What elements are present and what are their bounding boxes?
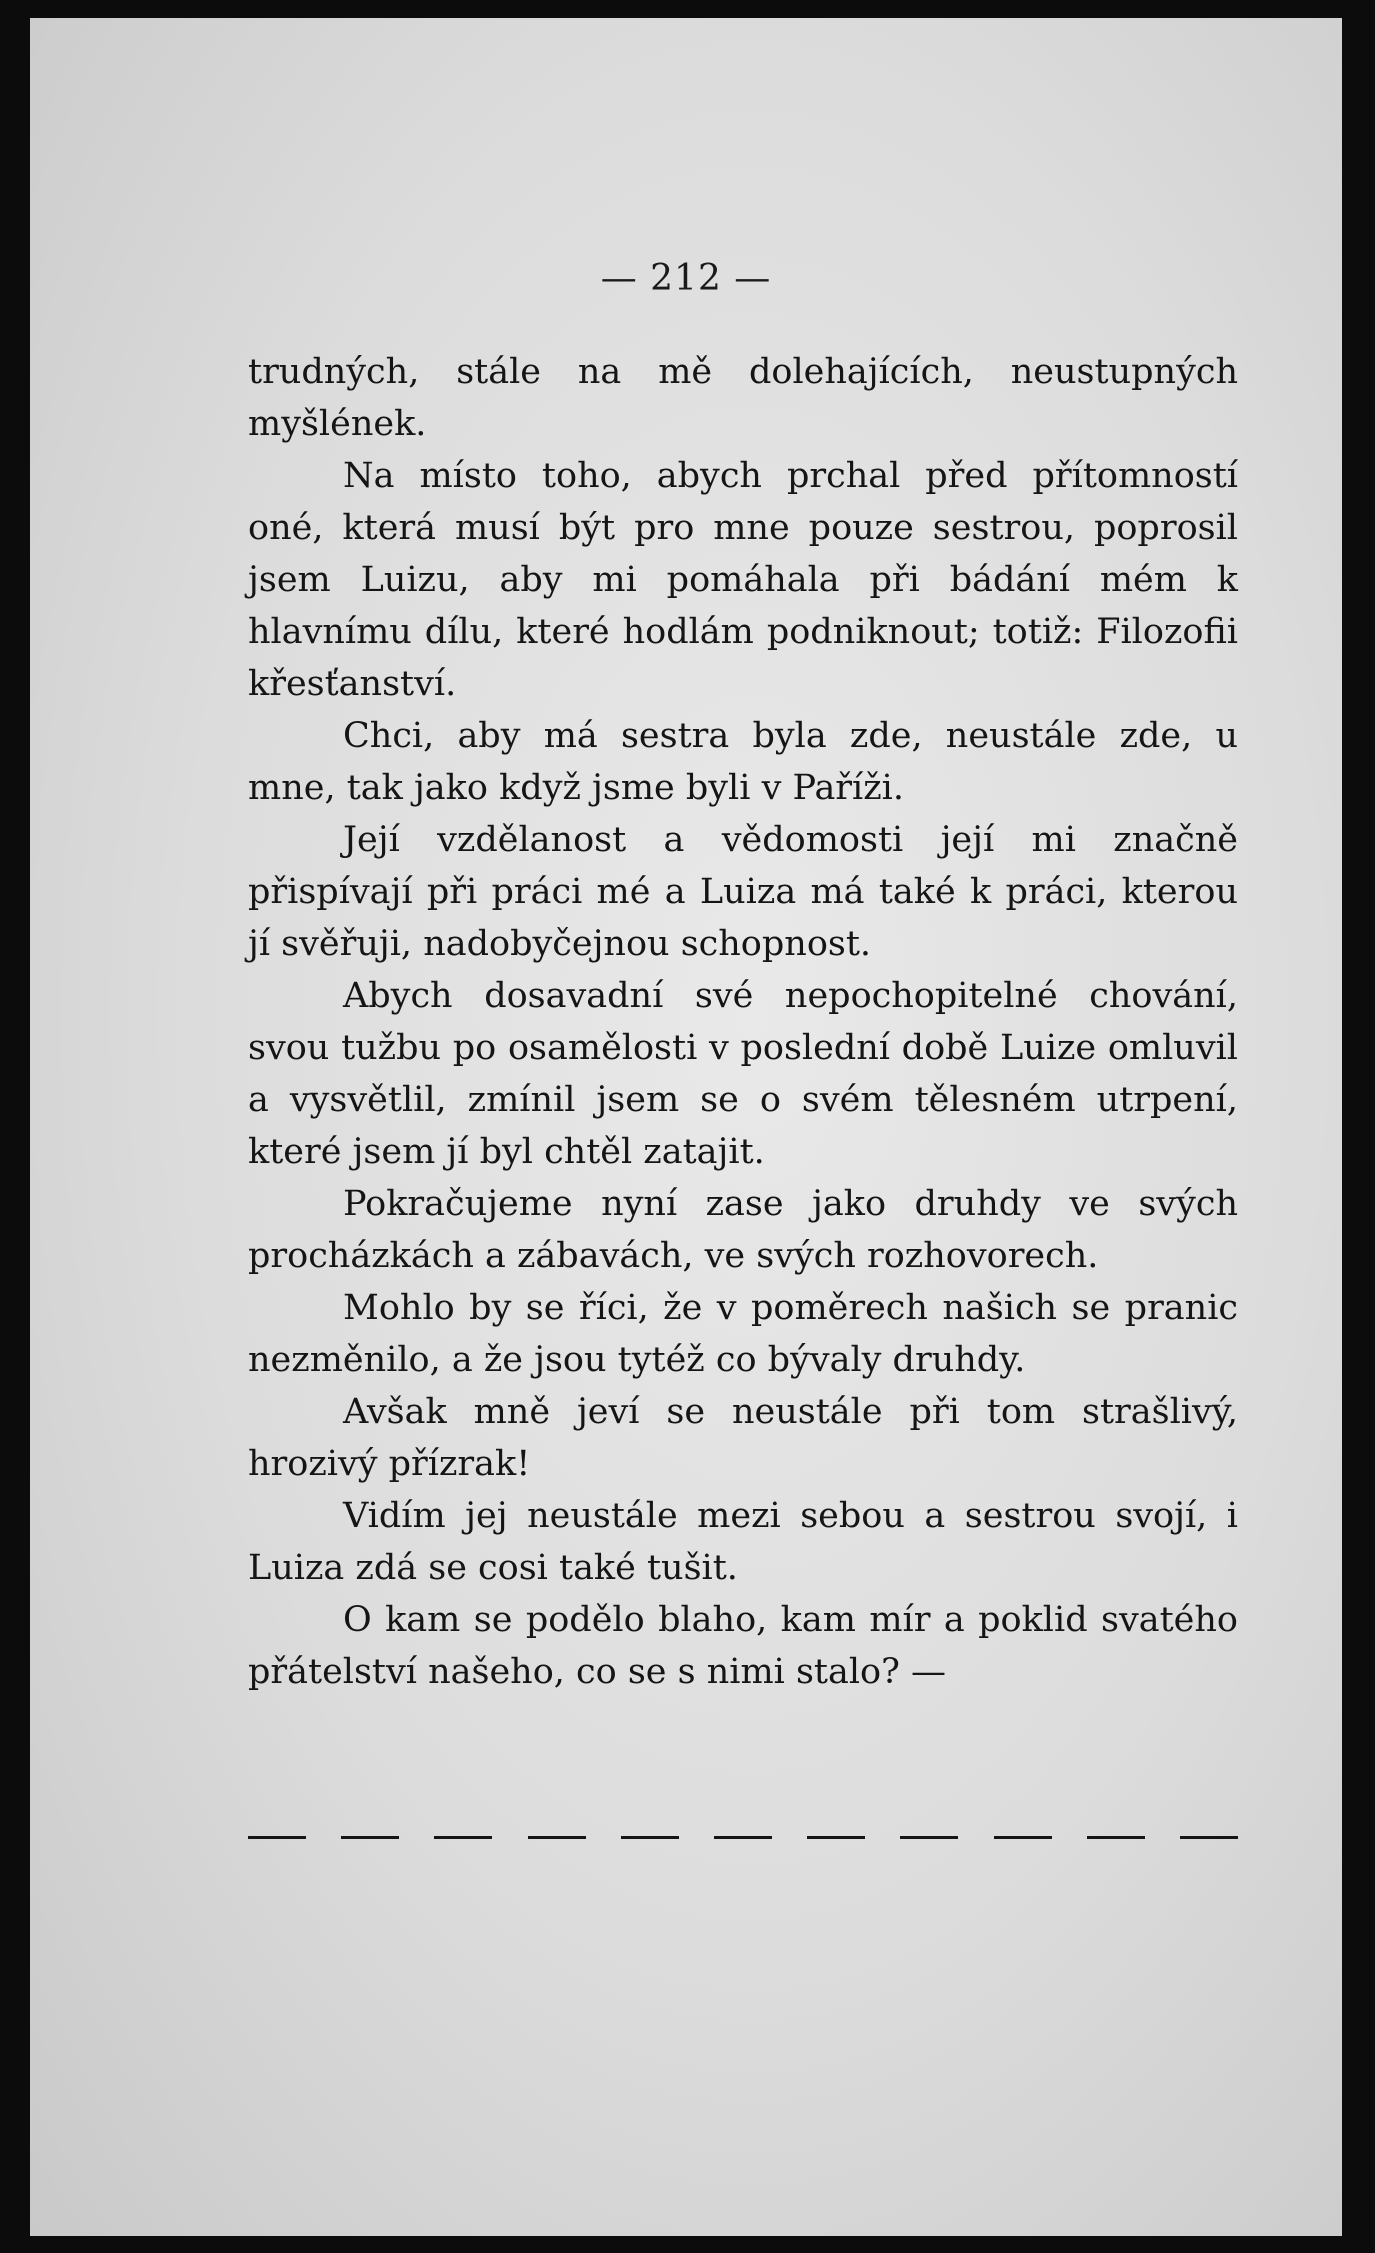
dash <box>900 1836 958 1839</box>
paragraph: Abych dosavadní své nepochopitelné chování, svou tužbu po osamělosti v poslední době Luize omluvil a vysvětlil, zmínil jsem se o svém tělesném utrpení, které jsem jí byl chtěl zatajit. <box>248 976 1238 1172</box>
paragraph: Pokračujeme nyní zase jako druhdy ve svých procházkách a zábavách, ve svých rozhovorech. <box>248 1184 1238 1276</box>
dash <box>1087 1836 1145 1839</box>
dash <box>714 1836 772 1839</box>
paragraph: Avšak mně jeví se neustále při tom strašlivý, hrozivý přízrak! <box>248 1392 1238 1484</box>
paragraph: Na místo toho, abych prchal před přítomností oné, která musí být pro mne pouze sestrou, poprosil jsem Luizu, aby mi pomáhala při bádání mém k hlavnímu dílu, které hodlám podniknout; totiž: Filozofii křesťanství. <box>248 456 1238 704</box>
dash <box>807 1836 865 1839</box>
book-page <box>30 18 1342 2236</box>
dash <box>621 1836 679 1839</box>
paragraph: Vidím jej neustále mezi sebou a sestrou svojí, i Luiza zdá se cosi také tušit. <box>248 1496 1238 1588</box>
dash <box>434 1836 492 1839</box>
paragraph: Chci, aby má sestra byla zde, neustále zde, u mne, tak jako když jsme byli v Paříži. <box>248 716 1238 808</box>
page-number: — 212 — <box>600 258 772 299</box>
dash <box>528 1836 586 1839</box>
section-dash-rule <box>248 1836 1238 1839</box>
paragraph: Mohlo by se říci, že v poměrech našich se pranic nezměnilo, a že jsou tytéž co bývaly druhdy. <box>248 1288 1238 1380</box>
dash <box>341 1836 399 1839</box>
dash <box>248 1836 306 1839</box>
paragraph-continued: trudných, stále na mě dolehajících, neustupných myšlének. <box>248 352 1238 444</box>
page-text <box>248 346 1238 1698</box>
dash <box>1180 1836 1238 1839</box>
dash <box>994 1836 1052 1839</box>
paragraph: Její vzdělanost a vědomosti její mi značně přispívají při práci mé a Luiza má také k práci, kterou jí svěřuji, nadobyčejnou schopnost. <box>248 820 1238 964</box>
paragraph: O kam se podělo blaho, kam mír a poklid svatého přátelství našeho, co se s nimi stalo? — <box>248 1600 1238 1692</box>
